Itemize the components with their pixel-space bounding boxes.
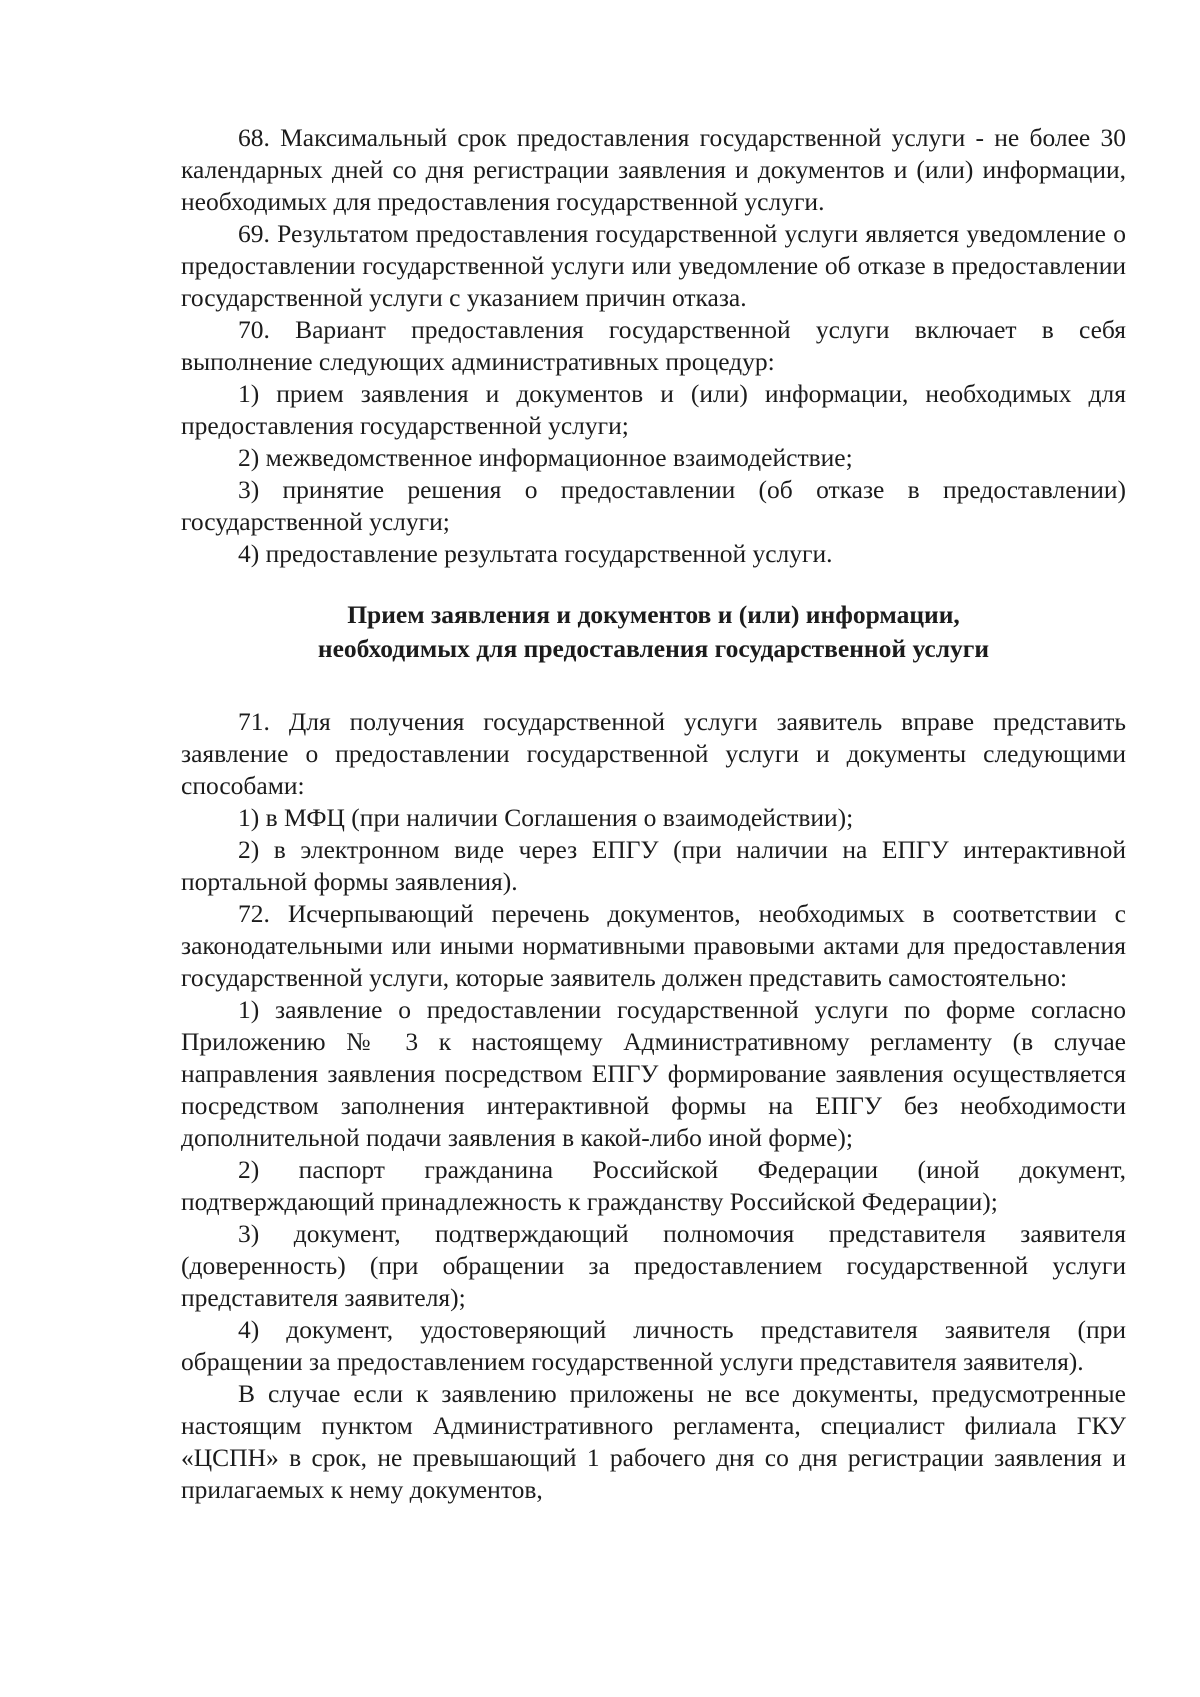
list-item-72-1: 1) заявление о предоставлении государственной услуги по форме согласно Приложению № 3 к настоящему Административному регламенту (в случае направления заявления посредством ЕПГУ формирование заявления осуществляется посредством заполнения интерактивной формы на ЕПГУ без необходимости дополнительной подачи заявления в какой-либо иной форме); <box>181 995 1126 1152</box>
section-heading-line-1: Прием заявления и документов и (или) информации, <box>347 600 960 629</box>
list-item-70-3: 3) принятие решения о предоставлении (об отказе в предоставлении) государственной услуги; <box>181 475 1126 536</box>
list-item-70-2: 2) межведомственное информационное взаимодействие; <box>238 443 853 472</box>
paragraph-71: 71. Для получения государственной услуги заявитель вправе представить заявление о предоставлении государственной услуги и документы следующими способами: <box>181 707 1126 800</box>
list-item-71-1: 1) в МФЦ (при наличии Соглашения о взаимодействии); <box>238 803 854 832</box>
paragraph-72: 72. Исчерпывающий перечень документов, необходимых в соответствии с законодательными или иными нормативными правовыми актами для предоставления государственной услуги, которые заявитель должен представить самостоятельно: <box>181 899 1126 992</box>
spacer <box>181 666 1126 706</box>
list-item-71-2: 2) в электронном виде через ЕПГУ (при наличии на ЕПГУ интерактивной портальной формы заявления). <box>181 835 1126 896</box>
list-item-72-2: 2) паспорт гражданина Российской Федерации (иной документ, подтверждающий принадлежность к гражданству Российской Федерации); <box>181 1155 1126 1216</box>
paragraph-70: 70. Вариант предоставления государственной услуги включает в себя выполнение следующих административных процедур: <box>181 315 1126 376</box>
section-heading <box>181 598 1126 666</box>
list-item-72-4: 4) документ, удостоверяющий личность представителя заявителя (при обращении за предоставлением государственной услуги представителя заявителя). <box>181 1315 1126 1376</box>
section-heading-line-2: необходимых для предоставления государственной услуги <box>317 634 990 663</box>
paragraph-69: 69. Результатом предоставления государственной услуги является уведомление о предоставлении государственной услуги или уведомление об отказе в предоставлении государственной услуги с указанием причин отказа. <box>181 219 1126 312</box>
document-body <box>181 122 1126 1506</box>
paragraph-missing-docs: В случае если к заявлению приложены не все документы, предусмотренные настоящим пунктом Административного регламента, специалист филиала ГКУ «ЦСПН» в срок, не превышающий 1 рабочего дня со дня регистрации заявления и прилагаемых к нему документов, <box>181 1379 1126 1504</box>
list-item-70-4: 4) предоставление результата государственной услуги. <box>238 539 833 568</box>
list-item-72-3: 3) документ, подтверждающий полномочия представителя заявителя (доверенность) (при обращении за предоставлением государственной услуги представителя заявителя); <box>181 1219 1126 1312</box>
paragraph-68: 68. Максимальный срок предоставления государственной услуги - не более 30 календарных дней со дня регистрации заявления и документов и (или) информации, необходимых для предоставления государственной услуги. <box>181 123 1126 216</box>
list-item-70-1: 1) прием заявления и документов и (или) информации, необходимых для предоставления государственной услуги; <box>181 379 1126 440</box>
